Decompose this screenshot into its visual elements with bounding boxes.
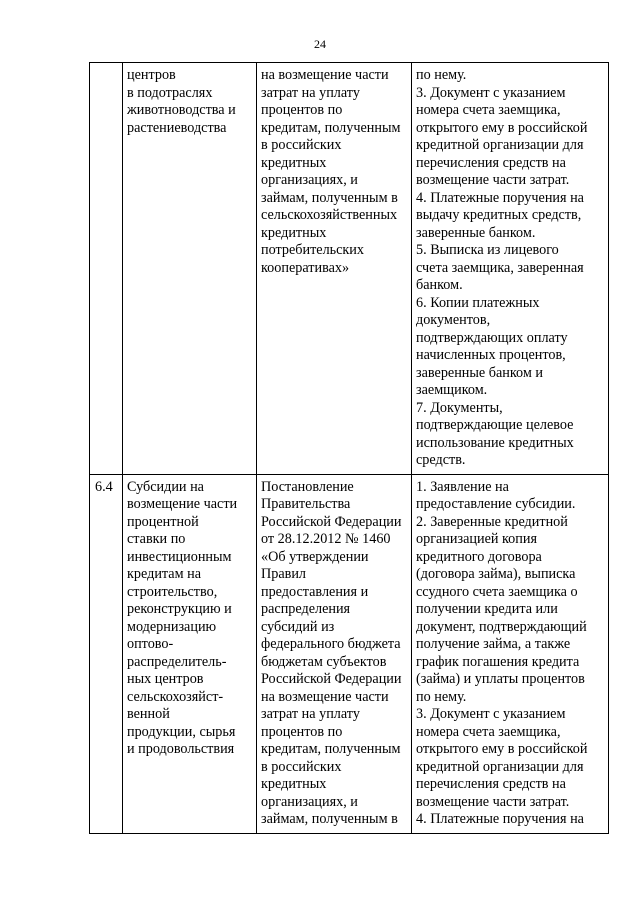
cell-line: банком. — [416, 277, 463, 293]
cell-line: (займа) и уплаты процентов — [416, 671, 585, 687]
required-documents-cell — [412, 474, 609, 833]
cell-line: распределитель- — [127, 653, 227, 670]
cell-line: 3. Документ с указанием — [416, 706, 566, 722]
cell-line: на возмещение части — [261, 688, 389, 705]
cell-line: подтверждающие целевое — [416, 417, 574, 433]
cell-line: возмещение части затрат. — [416, 172, 570, 188]
cell-line: «Об утверждении — [261, 548, 369, 565]
cell-line: документов, — [416, 312, 491, 328]
cell-line: документ, подтверждающий — [416, 618, 587, 635]
cell-line: федерального бюджета — [261, 636, 401, 652]
cell-line: (договора займа), выписка — [416, 566, 576, 582]
cell-line: процентов по — [261, 102, 343, 118]
cell-line: возмещение части затрат. — [416, 793, 570, 810]
table-row — [90, 63, 609, 475]
cell-line: по нему. — [416, 688, 467, 705]
cell-line: от 28.12.2012 № 1460 — [261, 531, 391, 547]
cell-line: начисленных процентов, — [416, 347, 566, 363]
cell-line: 1. Заявление на — [416, 478, 509, 495]
cell-line: получение займа, а также — [416, 636, 571, 652]
cell-line: перечисления средств на — [416, 776, 566, 792]
cell-line: организациях, и — [261, 793, 358, 810]
subject-cell — [123, 474, 257, 833]
cell-line: потребительских — [261, 242, 364, 258]
cell-line: на возмещение части — [261, 67, 389, 83]
cell-line: предоставление субсидии. — [416, 496, 576, 512]
cell-line: кредитных — [261, 154, 327, 171]
cell-line: строительство, — [127, 583, 218, 600]
cell-line: Правил — [261, 566, 307, 582]
cell-line: сельскохозяйст- — [127, 688, 224, 705]
cell-line: 5. Выписка из лицевого — [416, 242, 559, 258]
cell-line: ных центров — [127, 671, 204, 687]
cell-line: и продовольствия — [127, 741, 235, 757]
cell-line: 4. Платежные поручения на — [416, 811, 584, 827]
cell-line: кооперативах» — [261, 259, 350, 276]
required-documents-cell — [412, 63, 609, 475]
cell-line: распределения — [261, 601, 351, 617]
cell-line: кредитам, полученным — [261, 741, 401, 757]
cell-line: номера счета заемщика, — [416, 102, 561, 118]
cell-line: выдачу кредитных средств, — [416, 207, 582, 223]
cell-line: заверенные банком. — [416, 224, 536, 241]
cell-line: ставки по — [127, 531, 186, 547]
cell-line: Правительства — [261, 496, 351, 512]
cell-line: по нему. — [416, 67, 467, 83]
cell-line: средств. — [416, 452, 466, 468]
legal-basis-cell — [257, 63, 412, 475]
cell-line: оптово- — [127, 636, 174, 652]
cell-line: модернизацию — [127, 618, 217, 635]
cell-line: Российской Федерации — [261, 513, 402, 530]
page-number: 24 — [314, 37, 326, 51]
cell-line: получении кредита или — [416, 601, 558, 617]
cell-line: кредитам на — [127, 566, 201, 582]
cell-line: возмещение части — [127, 496, 238, 512]
cell-line: 3. Документ с указанием — [416, 84, 566, 101]
cell-line: открытого ему в российской — [416, 119, 588, 136]
cell-line: центров — [127, 67, 176, 83]
row-number-cell: 6.4 — [90, 474, 123, 833]
cell-line: заверенные банком и — [416, 364, 543, 381]
cell-line: растениеводства — [127, 119, 227, 136]
cell-line: реконструкцию и — [127, 601, 232, 617]
cell-line: процентной — [127, 513, 199, 530]
cell-line: заемщиком. — [416, 382, 488, 398]
cell-line: Субсидии на — [127, 478, 204, 495]
cell-line: 4. Платежные поручения на — [416, 189, 584, 206]
cell-line: животноводства и — [127, 102, 236, 118]
cell-line: кредитных — [261, 776, 327, 792]
cell-line: кредитного договора — [416, 548, 542, 565]
cell-line: инвестиционным — [127, 548, 232, 565]
cell-line: кредитных — [261, 224, 327, 241]
cell-line: предоставления и — [261, 583, 369, 600]
subsidy-documents-table — [89, 62, 609, 834]
cell-line: кредитной организации для — [416, 137, 584, 153]
cell-line: 2. Заверенные кредитной — [416, 513, 568, 530]
cell-line: 6. Копии платежных — [416, 294, 540, 311]
cell-line: субсидий из — [261, 618, 335, 635]
cell-line: 7. Документы, — [416, 399, 503, 416]
cell-line: займам, полученным в — [261, 189, 398, 206]
row-number-cell — [90, 63, 123, 475]
cell-line: перечисления средств на — [416, 154, 566, 171]
cell-line: затрат на уплату — [261, 706, 360, 722]
cell-line: в российских — [261, 137, 342, 153]
legal-basis-cell — [257, 474, 412, 833]
cell-line: использование кредитных — [416, 434, 574, 451]
cell-line: займам, полученным в — [261, 811, 398, 827]
cell-line: кредитной организации для — [416, 758, 584, 775]
cell-line: счета заемщика, заверенная — [416, 259, 584, 276]
cell-line: процентов по — [261, 723, 343, 740]
cell-line: продукции, сырья — [127, 723, 236, 740]
cell-line: график погашения кредита — [416, 653, 580, 670]
cell-line: Российской Федерации — [261, 671, 402, 687]
cell-line: номера счета заемщика, — [416, 723, 561, 740]
cell-line: в российских — [261, 758, 342, 775]
table-row — [90, 474, 609, 833]
cell-line: затрат на уплату — [261, 84, 360, 101]
cell-line: кредитам, полученным — [261, 119, 401, 136]
cell-line: подтверждающих оплату — [416, 329, 568, 346]
cell-line: венной — [127, 706, 170, 722]
cell-line: бюджетам субъектов — [261, 653, 387, 670]
cell-line: в подотраслях — [127, 84, 213, 101]
cell-line: открытого ему в российской — [416, 741, 588, 757]
cell-line: Постановление — [261, 478, 354, 495]
cell-line: организациях, и — [261, 172, 358, 188]
cell-line: организацией копия — [416, 531, 537, 547]
subject-cell — [123, 63, 257, 475]
cell-line: сельскохозяйственных — [261, 207, 398, 223]
cell-line: ссудного счета заемщика о — [416, 583, 578, 600]
